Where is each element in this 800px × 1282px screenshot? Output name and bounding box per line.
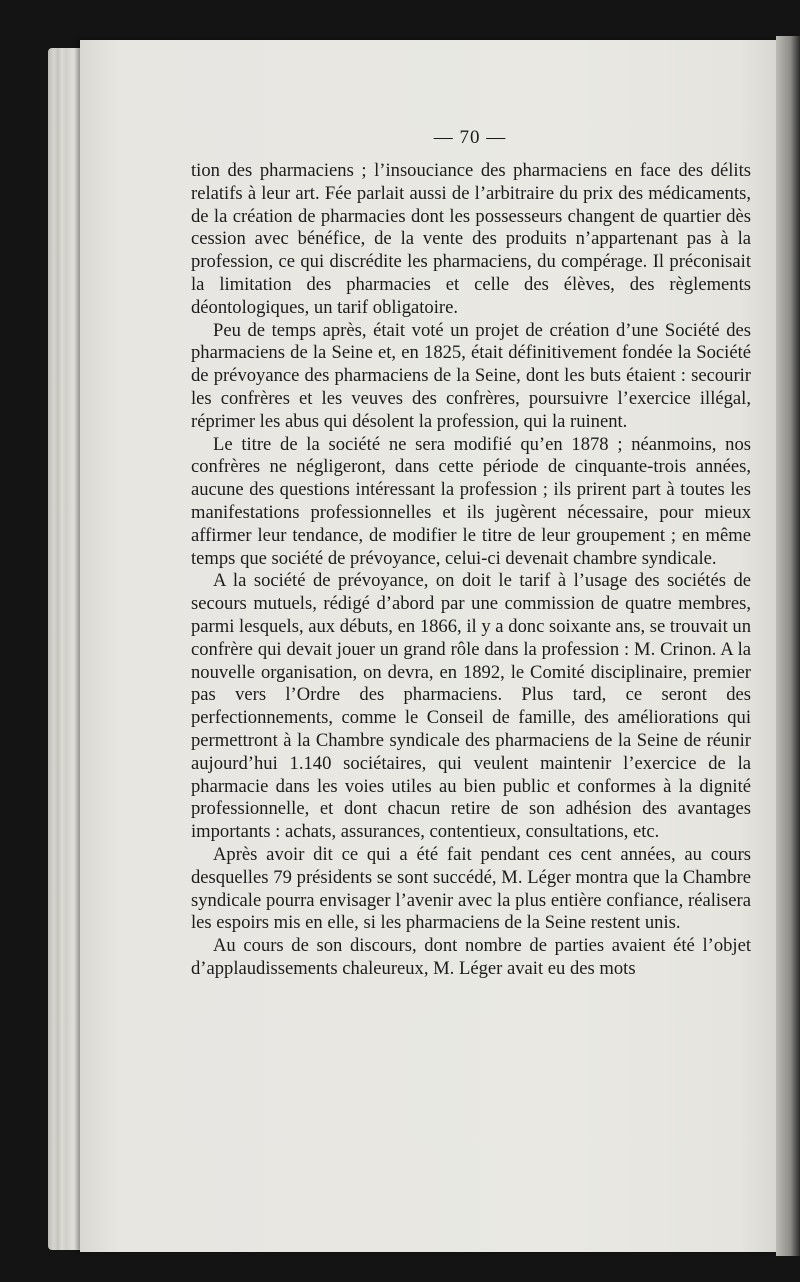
- page-number: — 70 —: [433, 127, 507, 148]
- paragraph-4: A la société de prévoyance, on doit le tarif à l’usage des sociétés de secours mutuels, rédigé d’abord par une commission de quatre membres, parmi lesquels, aux débuts, en 1866, il y a donc soixante ans, se trouvait un confrère qui devait jouer un grand rôle dans la profession : M. Crinon. A la nouvelle organisation, on devra, en 1892, le Comité disciplinaire, premier pas vers l’Ordre des pharmaciens. Plus tard, ce seront des perfectionnements, comme le Conseil de famille, des améliorations qui permettront à la Chambre syndicale des pharmaciens de la Seine de réunir aujourd’hui 1.140 sociétaires, qui veulent maintenir l’exercice de la pharmacie dans les voies utiles au bien public et conformes à la dignité professionnelle, et dont chacun retire de son adhésion des avantages importants : achats, assurances, contentieux, consultations, etc.: [191, 570, 751, 843]
- paragraph-6: Au cours de son discours, dont nombre de parties avaient été l’objet d’applaudissements chaleureux, M. Léger avait eu des mots: [191, 935, 751, 979]
- body-text: [191, 160, 751, 981]
- binding-shadow: [776, 36, 800, 1256]
- paragraph-2: Peu de temps après, était voté un projet de création d’une Société des pharmaciens de la Seine et, en 1825, était définitivement fondée la Société de prévoyance des pharmaciens de la Seine, dont les buts étaient : secourir les confrères et les veuves des confrères, poursuivre l’exercice illégal, réprimer les abus qui désolent la profession, qui la ruinent.: [191, 319, 751, 432]
- paragraph-5: Après avoir dit ce qui a été fait pendant ces cent années, au cours desquelles 79 présidents se sont succédé, M. Léger montra que la Chambre syndicale pourra envisager l’avenir avec la plus entière confiance, réalisera les espoirs mis en elle, si les pharmaciens de la Seine restent unis.: [191, 843, 751, 934]
- paragraph-1: tion des pharmaciens ; l’insouciance des pharmaciens en face des délits relatifs à leur art. Fée parlait aussi de l’arbitraire du prix des médicaments, de la création de pharmacies dont les possesseurs changent de quartier dès cession avec bénéfice, de la vente des produits n’appartenant pas à la profession, ce qui discrédite les pharmaciens, du compérage. Il préconisait la limitation des pharmacies et celle des élèves, des règlements déontologiques, un tarif obligatoire.: [191, 160, 751, 318]
- paragraph-3: Le titre de la société ne sera modifié qu’en 1878 ; néanmoins, nos confrères ne négligeront, dans cette période de cinquante-trois années, aucune des questions intéressant la profession ; ils prirent part à toutes les manifestations professionnelles et ils jugèrent nécessaire, pour mieux affirmer leur tendance, de modifier le titre de leur groupement ; en même temps que société de prévoyance, celui-ci devenait chambre syndicale.: [191, 433, 751, 569]
